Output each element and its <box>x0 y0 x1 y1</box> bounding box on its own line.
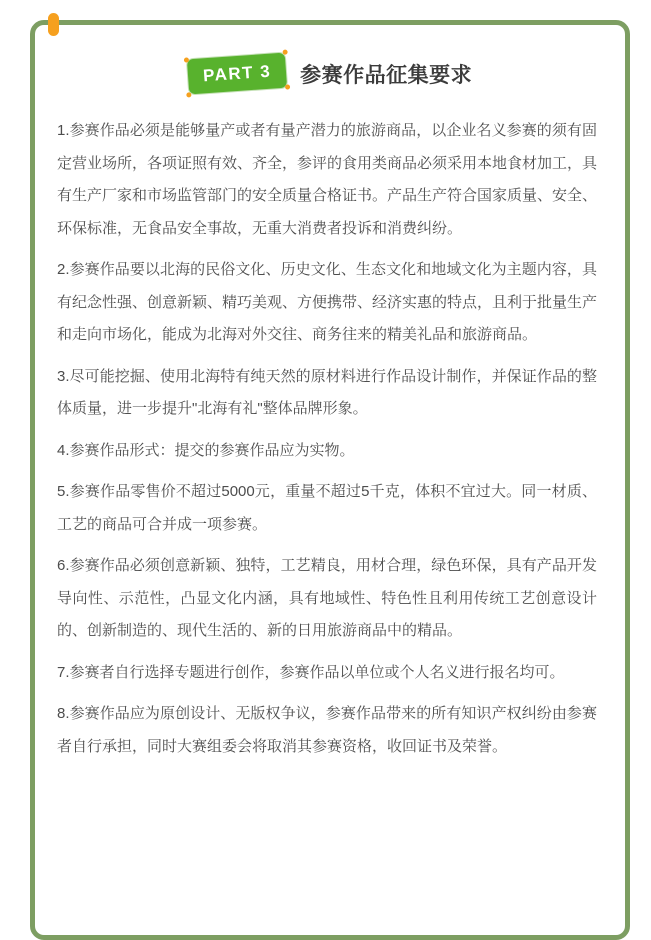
requirement-paragraph-3: 3.尽可能挖掘、使用北海特有纯天然的原材料进行作品设计制作，并保证作品的整体质量，进一步提升"北海有礼"整体品牌形象。 <box>57 367 597 417</box>
requirement-paragraph-8: 8.参赛作品应为原创设计、无版权争议，参赛作品带来的所有知识产权纠纷由参赛者自行承担，同时大赛组委会将取消其参赛资格，收回证书及荣誉。 <box>57 705 597 755</box>
requirement-paragraph-6: 6.参赛作品必须创意新颖、独特，工艺精良，用材合理，绿色环保，具有产品开发导向性、示范性，凸显文化内涵，具有地域性、特色性且利用传统工艺创意设计的、创新制造的、现代生活的、新的日用旅游商品中的精品。 <box>57 557 597 639</box>
requirement-paragraph-4: 4.参赛作品形式：提交的参赛作品应为实物。 <box>57 441 355 459</box>
section-title: 参赛作品征集要求 <box>300 63 473 87</box>
requirement-paragraph-2: 2.参赛作品要以北海的民俗文化、历史文化、生态文化和地域文化为主题内容，具有纪念性强、创意新颖、精巧美观、方便携带、经济实惠的特点，且利于批量生产和走向市场化，能成为北海对外交往、商务往来的精美礼品和旅游商品。 <box>57 261 598 343</box>
badge-rivet-icon <box>285 84 290 89</box>
badge-rivet-icon <box>186 92 191 97</box>
clip-pin-icon <box>48 13 59 36</box>
requirements-list <box>57 115 597 763</box>
part-3-badge <box>187 53 287 95</box>
part-badge-label: PART 3 <box>202 61 272 86</box>
content-frame <box>30 20 630 940</box>
badge-rivet-icon <box>184 57 189 62</box>
requirement-paragraph-7: 7.参赛者自行选择专题进行创作，参赛作品以单位或个人名义进行报名均可。 <box>57 663 565 681</box>
requirement-paragraph-5: 5.参赛作品零售价不超过5000元，重量不超过5千克，体积不宜过大。同一材质、工艺的商品可合并成一项参赛。 <box>57 483 597 533</box>
section-header <box>35 56 625 91</box>
requirement-paragraph-1: 1.参赛作品必须是能够量产或者有量产潜力的旅游商品，以企业名义参赛的须有固定营业场所，各项证照有效、齐全，参评的食用类商品必须采用本地食材加工，具有生产厂家和市场监管部门的安全质量合格证书。产品生产符合国家质量、安全、环保标准，无食品安全事故，无重大消费者投诉和消费纠纷。 <box>57 122 598 237</box>
badge-rivet-icon <box>283 49 288 54</box>
